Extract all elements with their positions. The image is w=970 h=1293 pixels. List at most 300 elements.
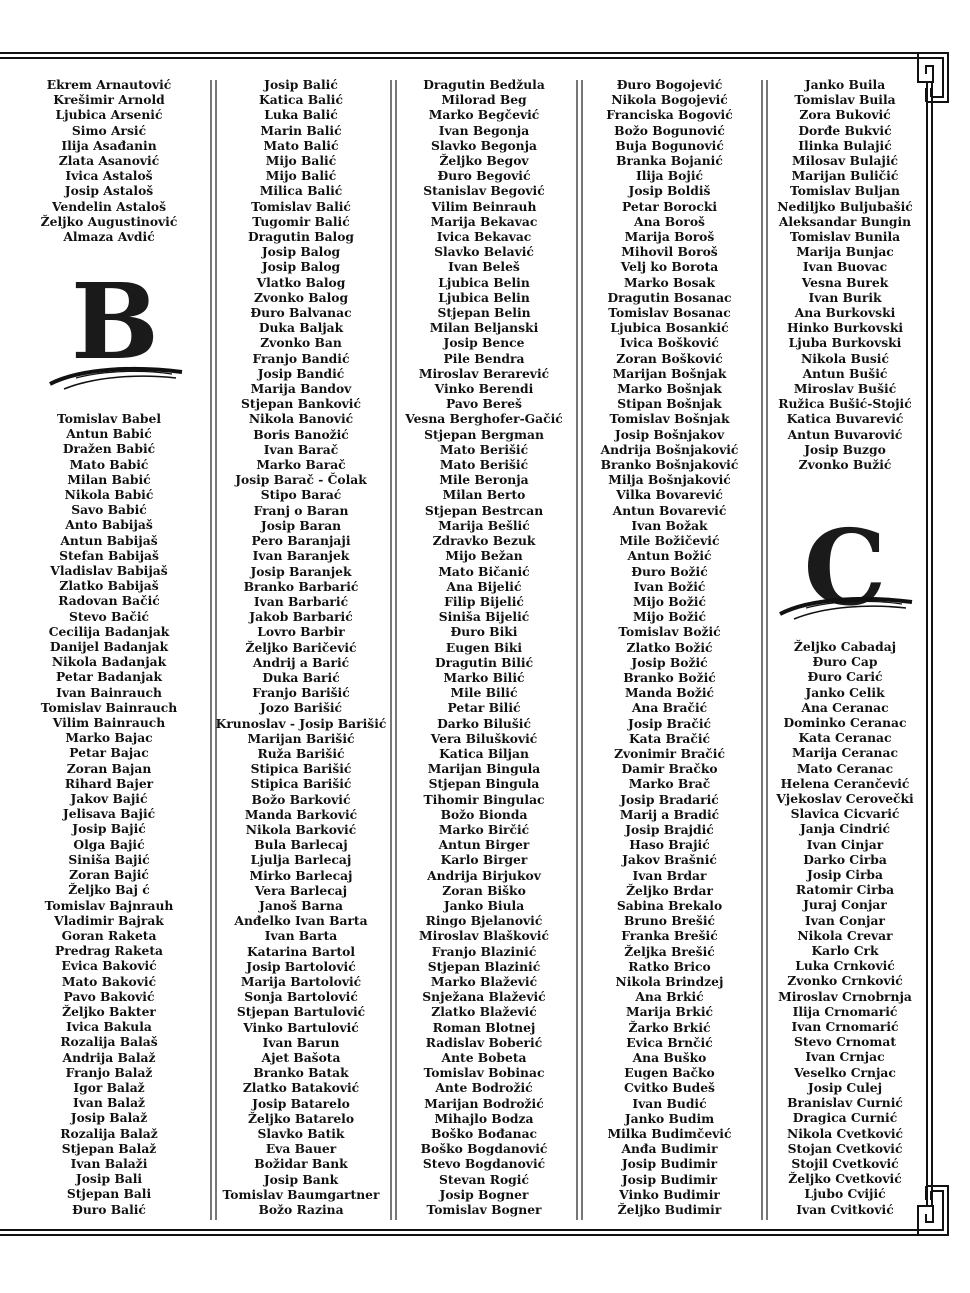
name-entry: Marija Ceranac [792,745,898,761]
name-entry: Eugen Biki [445,639,523,655]
name-entry: Eugen Bačko [624,1065,715,1081]
name-entry: Stevan Rogić [439,1171,529,1187]
name-entry: Đuro Božić [631,563,708,579]
name-entry: Vinko Bartulović [243,1019,359,1035]
name-entry: Haso Brajić [629,837,710,853]
name-entry: Josip Bogner [439,1186,529,1202]
name-list [10,411,208,1217]
name-entry: Savo Babić [71,502,147,518]
name-entry: Đuro Begović [437,168,531,184]
name-entry: Zdravko Bezuk [432,533,536,549]
name-entry: Milan Berto [442,487,526,503]
name-entry: Andrija Balaž [62,1049,156,1065]
name-entry: Stipica Barišić [250,761,352,777]
name-entry: Franka Brešić [621,928,718,944]
name-entry: Zvonko Ban [260,335,342,351]
name-entry: Ljubica Belin [438,274,530,290]
name-entry: Janko Celik [805,684,885,700]
name-entry: Vjekoslav Cerovečki [776,791,914,807]
name-list [10,77,208,244]
name-entry: Milorad Beg [441,92,527,108]
name-entry: Đuro Bogojević [616,77,723,92]
name-entry: Ringo Bjelanović [425,913,543,929]
name-entry: Slavica Cicvarić [790,806,900,822]
name-entry: Roman Blotnej [432,1019,536,1035]
name-entry: Evica Baković [61,958,157,974]
name-entry: Janoš Barna [259,897,343,913]
name-entry: Filip Bijelić [444,593,524,609]
name-entry: Buja Bogunović [615,137,724,153]
name-entry: Stjepan Bergman [424,426,544,442]
name-entry: Dragutin Bosanac [607,289,732,305]
name-entry: Andrija Bošnjaković [600,441,739,457]
name-entry: Ana Brkić [635,989,704,1005]
name-entry: Ilinka Bulajić [798,137,892,153]
name-entry: Ilija Bojić [636,168,703,184]
name-entry: Antun Babijaš [60,532,158,548]
name-entry: Anđa Budimir [621,1141,718,1157]
name-entry: Mato Babić [69,456,149,472]
name-entry: Marija Bešlić [438,517,530,533]
name-entry: Ivan Božić [633,578,706,594]
name-entry: Zlatko Blažević [431,1004,537,1020]
name-entry: Stipan Bošnjak [617,396,722,412]
name-entry: Ana Buško [632,1050,707,1065]
name-entry: Zoran Bajan [66,760,152,776]
name-entry: Josip Bajić [72,821,146,837]
name-entry: Ružica Bušić-Stojić [778,396,912,412]
name-entry: Manda Barković [244,806,358,822]
name-entry: Katica Balić [259,92,343,108]
name-entry: Stanislav Begović [423,183,545,199]
name-entry: Stevo Bačić [68,608,150,624]
name-entry: Franjo Bandić [252,350,350,366]
name-entry: Đuro Biki [450,624,518,640]
name-entry: Franjo Barišić [252,685,350,701]
name-entry: Ivan Crnjac [805,1049,885,1065]
name-entry: Damir Bračko [621,761,718,777]
name-entry: Slavko Batik [257,1126,345,1142]
name-entry: Ana Ceranac [801,699,889,715]
name-entry: Božo Barković [251,791,351,807]
name-list [765,639,925,1217]
name-entry: Franciska Bogović [606,107,733,123]
name-entry: Dragutin Bedžula [423,77,545,92]
name-list [394,77,574,1217]
name-entry: Tomislav Buljan [790,183,900,199]
name-entry: Ivan Conjar [805,912,885,928]
name-entry: Ana Burkovski [794,305,896,321]
name-entry: Marijan Bošnjak [612,365,727,381]
name-entry: Ante Bobeta [441,1050,527,1065]
name-entry: Zlatko Bataković [242,1080,360,1096]
name-entry: Marija Bartolović [240,973,362,989]
name-entry: Mato Berišić [439,457,529,473]
name-entry: Eva Bauer [265,1141,337,1157]
name-entry: Ivan Brdar [632,867,707,883]
name-entry: Josip Bošnjakov [614,426,725,442]
column-separator [576,80,578,1220]
name-entry: Stevo Bogdanović [422,1156,546,1172]
name-entry: Nikola Banović [248,411,354,427]
name-entry: Marko Begčević [428,107,540,123]
name-entry: Stevo Crnomat [793,1034,897,1050]
name-entry: Jakob Barbarić [249,609,353,625]
name-entry: Marko Brač [628,776,711,792]
name-entry: Tomislav Balić [251,198,351,214]
name-entry: Antun Buvarović [787,426,903,442]
name-entry: Tomislav Bošnjak [609,411,730,427]
name-entry: Cecilija Badanjak [48,623,170,639]
name-entry: Tomislav Bogner [426,1202,542,1218]
name-entry: Manda Božić [624,685,715,701]
name-entry: Ivan Balaži [70,1155,148,1171]
name-entry: Hinko Burkovski [786,320,904,336]
name-entry: Antun Birger [438,837,530,853]
name-entry: Božo Razina [258,1202,344,1218]
name-entry: Marija Bandov [250,381,352,397]
name-entry: Petar Bajac [69,745,149,761]
name-entry: Petar Bilić [447,700,521,716]
name-entry: Đuro Carić [807,669,883,685]
name-list [214,77,388,1217]
name-entry: Mato Baković [61,973,157,989]
name-entry: Rozalija Balaš [60,1034,158,1050]
name-entry: Željko Brdar [626,882,713,898]
name-entry: Đuro Balvanac [250,305,352,321]
name-entry: Anto Babijaš [65,517,153,533]
name-entry: Radovan Bačić [58,593,160,609]
name-entry: Milka Budimčević [607,1126,732,1142]
name-entry: Darko Cirba [803,851,887,867]
name-entry: Bula Barlecaj [254,837,348,853]
name-entry: Marko Bilić [443,669,525,685]
name-entry: Petar Badanjak [56,669,162,685]
name-entry: Mihajlo Bodza [434,1110,534,1126]
name-entry: Ana Bračić [631,700,708,716]
name-entry: Josip Budimir [621,1156,718,1172]
name-entry: Ivan Barta [264,928,338,944]
name-entry: Nikola Brindzej [615,973,724,989]
letter-flourish [46,362,186,392]
name-entry: Antun Božić [627,548,712,564]
name-entry: Almaza Avdić [63,229,155,245]
name-entry: Milan Beljanski [429,320,539,336]
name-entry: Branko Batak [253,1065,349,1081]
name-entry: Vera Barlecaj [254,882,348,898]
name-entry: Luka Crnković [795,958,895,974]
name-entry: Nikola Busić [801,350,889,366]
name-entry: Mato Balić [263,137,339,153]
name-entry: Karlo Birger [440,852,528,868]
name-entry: Duka Baljak [258,320,344,336]
name-entry: Željko Baj ć [68,882,150,898]
name-entry: Mile Božičević [619,533,720,549]
name-entry: Stjepan Banković [241,396,361,412]
name-entry: Ajet Bašota [261,1050,341,1065]
name-entry: Andrij a Barić [252,654,350,670]
name-entry: Josip Bandić [257,365,345,381]
name-entry: Vilim Beinrauh [431,198,537,214]
name-entry: Antun Bušić [802,365,888,381]
name-entry: Josip Barač - Čolak [235,472,367,488]
name-entry: Stjepan Bingula [428,776,540,792]
name-entry: Branka Bojanić [616,153,723,169]
name-entry: Vilka Bovarević [616,487,723,503]
name-entry: Božidar Bank [254,1156,348,1172]
name-entry: Kata Ceranac [798,730,892,746]
name-entry: Aleksandar Bungin [778,213,912,229]
name-entry: Ivan Cvitković [796,1201,894,1217]
name-entry: Zlata Asanović [58,153,160,169]
name-entry: Helena Cerančević [780,775,910,791]
name-entry: Josip Balić [264,77,338,92]
name-entry: Josip Balaž [70,1110,148,1126]
name-entry: Marko Bajac [65,730,153,746]
name-entry: Katarina Bartol [246,943,356,959]
name-entry: Ilija Crnomarić [792,1003,898,1019]
name-entry: Sabina Brekalo [616,897,723,913]
name-entry: Branko Božić [623,669,716,685]
name-entry: Dragutin Balog [247,229,355,245]
name-entry: Tomislav Babel [56,411,162,426]
name-entry: Tomislav Buila [794,92,896,108]
name-entry: Dražen Babić [62,441,156,457]
name-entry: Stipo Barać [260,487,342,503]
name-entry: Franjo Blazinić [431,943,537,959]
name-entry: Katica Buvarević [786,411,904,427]
name-entry: Mato Bičanić [438,563,530,579]
name-entry: Juraj Conjar [803,897,887,913]
name-list [580,77,759,1217]
name-entry: Janja Cindrić [799,821,891,837]
name-entry: Marijan Buličić [791,168,899,184]
name-entry: Ivica Bošković [620,335,719,351]
name-entry: Jelisava Bajić [62,806,156,822]
name-entry: Stjepan Bali [66,1186,152,1202]
name-entry: Ljubica Arsenić [55,107,163,123]
name-entry: Snježana Blažević [422,989,546,1005]
name-entry: Pile Bendra [443,350,525,366]
name-entry: Bruno Brešić [623,913,715,929]
name-entry: Ivan Barač [263,441,339,457]
name-entry: Miroslav Blašković [419,928,549,944]
name-entry: Boris Banožić [253,426,349,442]
name-entry: Ivan Barbarić [253,593,349,609]
name-entry: Josip Balog [261,244,341,260]
name-entry: Milja Bošnjaković [608,472,731,488]
name-entry: Stojil Cvetković [791,1155,899,1171]
name-entry: Evica Brnčić [626,1034,713,1050]
name-entry: Josip Bali [75,1171,143,1187]
name-entry: Ruža Barišić [257,745,345,761]
name-entry: Sonja Bartolović [244,989,358,1005]
section-letter-b: B [71,260,159,383]
name-entry: Vera Bilušković [430,730,538,746]
name-entry: Željko Augustinović [40,213,178,229]
name-entry: Pavo Baković [63,988,155,1004]
name-entry: Željko Batarelo [247,1110,355,1126]
name-entry: Ljuba Burkovski [788,335,902,351]
name-entry: Đuro Cap [812,654,878,670]
name-entry: Milosav Bulajić [791,153,899,169]
name-entry: Branislav Curnić [787,1095,903,1111]
name-entry: Milica Balić [259,183,343,199]
name-entry: Marin Balić [260,122,342,138]
name-entry: Dorđe Bukvić [798,122,892,138]
name-entry: Josip Brajdić [625,821,714,837]
name-entry: Mirko Barlecaj [249,867,353,883]
name-entry: Vesna Berghofer-Gačić [405,411,563,427]
name-entry: Mijo Božić [633,593,706,609]
name-entry: Tomislav Bobinac [423,1065,545,1081]
name-entry: Marko Bošnjak [617,381,722,397]
name-entry: Tihomir Bingulac [423,791,545,807]
name-entry: Ivan Cinjar [806,836,884,852]
name-entry: Marija Brkić [626,1004,713,1020]
name-entry: Vendelin Astaloš [51,198,167,214]
name-entry: Nediljko Buljubašić [777,198,913,214]
name-entry: Velj ko Borota [620,259,719,275]
name-entry: Ivan Božak [631,517,708,533]
name-entry: Nikola Crevar [797,927,893,943]
name-entry: Zlatko Babijaš [59,578,159,594]
name-entry: Dominko Ceranac [783,715,907,731]
name-entry: Kata Bračić [628,730,711,746]
name-entry: Ivan Beleš [448,259,520,275]
name-entry: Vesna Burek [801,274,889,290]
name-entry: Mato Ceranac [796,760,894,776]
name-entry: Miroslav Berarević [418,365,550,381]
name-entry: Veselko Crnjac [794,1064,896,1080]
name-entry: Franjo Balaž [65,1064,153,1080]
name-entry: Marko Bosak [623,274,716,290]
name-entry: Josip Boldiš [628,183,711,199]
name-entry: Željka Brešić [624,943,715,959]
name-entry: Vlatko Balog [256,274,346,290]
name-entry: Tomislav Bunila [789,229,901,245]
name-entry: Željko Budimir [617,1202,722,1218]
name-entry: Ante Bodrožić [435,1080,533,1096]
name-entry: Miroslav Bušić [793,381,897,397]
name-entry: Vladislav Babijaš [50,563,168,579]
name-entry: Radislav Boberić [425,1034,543,1050]
name-entry: Marij a Bradić [619,806,720,822]
name-entry: Ivan Baranjek [252,548,350,564]
name-entry: Josip Budimir [621,1171,718,1187]
column-separator [761,80,763,1220]
name-entry: Rihard Bajer [64,775,154,791]
name-entry: Josip Bračić [628,715,711,731]
name-entry: Marijan Barišić [247,730,355,746]
name-entry: Ljulja Barlecaj [250,852,352,868]
name-entry: Zvonimir Bračić [614,745,725,761]
name-entry: Stjepan Blazinić [427,958,541,974]
name-entry: Josip Bank [263,1171,339,1187]
name-entry: Josip Astaloš [64,183,154,199]
name-entry: Simo Arsić [71,122,147,138]
name-entry: Anđelko Ivan Barta [234,913,368,929]
name-entry: Jakov Brašnić [622,852,717,868]
name-entry: Josip Božić [631,654,708,670]
name-entry: Goran Raketa [61,927,157,943]
column-separator [210,80,212,1220]
name-entry: Ivan Buovac [802,259,888,275]
name-entry: Josip Batarelo [252,1095,350,1111]
name-entry: Nikola Barković [245,821,357,837]
name-entry: Branko Bošnjaković [600,457,739,473]
name-entry: Petar Borocki [621,198,718,214]
name-entry: Josip Buzgo [804,441,886,457]
name-entry: Josip Culej [807,1079,883,1095]
name-entry: Ilija Asađanin [61,137,157,153]
name-entry: Mijo Bežan [445,548,523,564]
name-entry: Cvitko Budeš [624,1080,715,1096]
name-entry: Marijan Bingula [427,761,541,777]
name-entry: Vinko Budimir [619,1186,720,1202]
name-entry: Tomislav Bosanac [608,305,731,321]
name-entry: Marija Boroš [624,229,715,245]
name-entry: Boško Bođanac [430,1126,538,1142]
name-entry: Željko Baričević [245,639,357,655]
name-entry: Tomislav Baumgartner [222,1186,380,1202]
name-entry: Karlo Crk [811,943,879,959]
name-entry: Željko Cabadaj [793,639,897,654]
name-entry: Antun Babić [66,426,152,442]
name-entry: Lovro Barbir [257,624,345,640]
name-entry: Tomislav Bajnrauh [44,897,174,913]
name-entry: Krunoslav - Josip Barišić [215,715,387,731]
name-entry: Jozo Barišić [259,700,343,716]
name-entry: Zoran Bošković [616,350,723,366]
name-entry: Milan Babić [67,471,151,487]
name-entry: Igor Balaž [73,1079,145,1095]
name-entry: Franj o Baran [253,502,349,518]
name-entry: Josip Cirba [807,867,883,883]
name-entry: Marijan Bodrožić [424,1095,544,1111]
name-entry: Ivan Bainrauch [56,684,162,700]
name-entry: Zlatko Božić [626,639,713,655]
name-entry: Mijo Balić [265,168,337,184]
name-entry: Zoran Bajić [69,867,149,883]
name-entry: Željko Begov [439,153,529,169]
name-entry: Željko Bakter [62,1003,156,1019]
name-entry: Pavo Bereš [446,396,522,412]
name-entry: Ana Boroš [634,213,705,229]
name-entry: Zvonko Bužić [798,457,892,473]
name-entry: Zoran Biško [442,882,526,898]
name-entry: Janko Buila [804,77,886,92]
name-entry: Siniša Bajić [68,851,150,867]
name-entry: Darko Bilušić [437,715,531,731]
name-entry: Ivan Balaž [72,1095,146,1111]
name-entry: Stjepan Bartulović [236,1004,366,1020]
name-entry: Zvonko Balog [253,289,349,305]
name-entry: Mato Berišić [439,441,529,457]
name-entry: Tomislav Božić [618,624,721,640]
name-entry: Ivan Crnomarić [791,1019,899,1035]
name-entry: Pero Baranjaji [251,533,351,549]
name-entry: Ratko Brico [628,958,711,974]
name-entry: Miroslav Crnobrnja [778,988,912,1004]
name-entry: Zvonko Crnković [787,973,903,989]
name-entry: Marija Bekavac [430,213,538,229]
name-entry: Andrija Birjukov [427,867,541,883]
name-entry: Ekrem Arnautović [46,77,172,92]
name-entry: Dragica Curnić [792,1110,898,1126]
name-entry: Olga Bajić [73,836,145,852]
name-entry: Josip Balog [261,259,341,275]
